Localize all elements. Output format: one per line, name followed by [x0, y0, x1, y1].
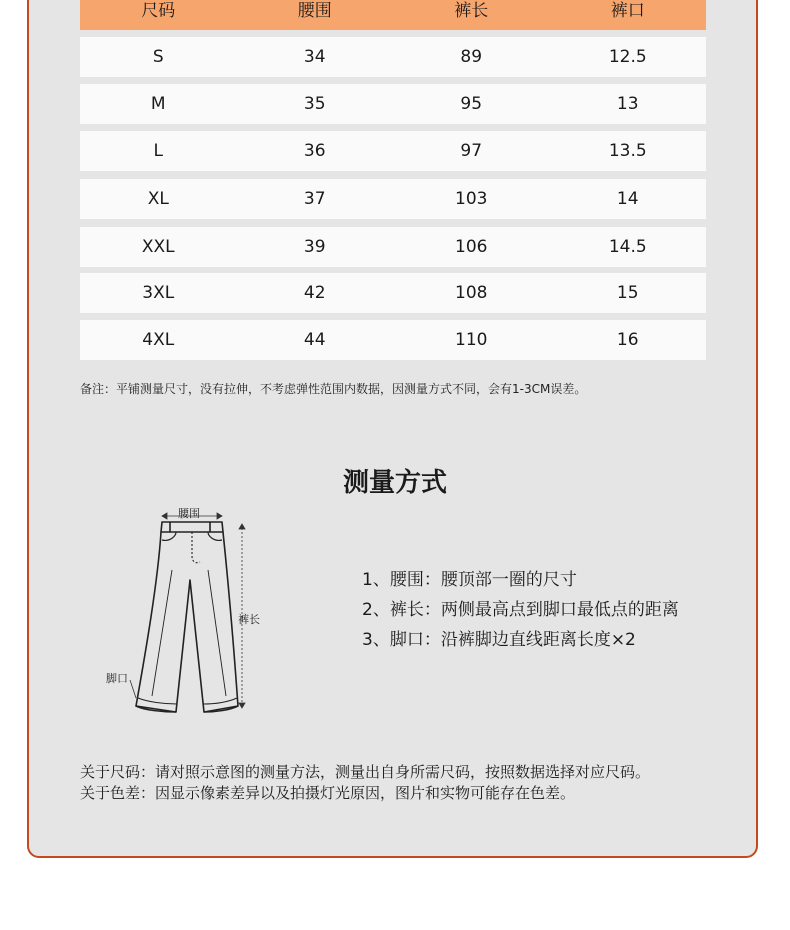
cell-size: 3XL — [142, 283, 175, 303]
cell-length: 97 — [460, 141, 483, 161]
table-row — [80, 37, 706, 77]
measurement-note: 备注：平铺测量尺寸，没有拉伸，不考虑弹性范围内数据，因测量方式不同，会有1-3CM误差。 — [80, 382, 587, 396]
cell-size: M — [150, 94, 166, 114]
cell-waist: 36 — [303, 141, 326, 161]
cell-length: 89 — [460, 47, 483, 67]
method-item-length: 2、裤长：两侧最高点到脚口最低点的距离 — [362, 600, 679, 620]
cell-waist: 39 — [303, 237, 326, 257]
cell-length: 95 — [460, 94, 483, 114]
method-list — [362, 568, 679, 658]
cell-hem: 13.5 — [608, 141, 647, 161]
cell-hem: 15 — [616, 283, 639, 303]
cell-waist: 42 — [303, 283, 326, 303]
method-title: 测量方式 — [342, 468, 447, 498]
table-row — [80, 131, 706, 171]
cell-size: S — [152, 47, 164, 67]
pants-icon — [100, 500, 280, 720]
cell-length: 106 — [455, 237, 488, 257]
cell-waist: 35 — [303, 94, 326, 114]
about-color: 关于色差：因显示像素差异以及拍摄灯光原因，图片和实物可能存在色差。 — [80, 784, 576, 802]
cell-size: XXL — [141, 237, 175, 257]
hem-label: 脚口 — [106, 672, 128, 685]
header-length: 裤长 — [454, 1, 489, 21]
method-item-waist: 1、腰围：腰顶部一圈的尺寸 — [362, 570, 577, 590]
about-section — [80, 762, 650, 804]
cell-hem: 13 — [616, 94, 639, 114]
cell-size: 4XL — [142, 330, 175, 350]
about-size: 关于尺码：请对照示意图的测量方法，测量出自身所需尺码，按照数据选择对应尺码。 — [80, 763, 651, 781]
table-row — [80, 273, 706, 313]
cell-waist: 34 — [303, 47, 326, 67]
table-row — [80, 84, 706, 124]
cell-size: XL — [147, 189, 169, 209]
cell-length: 108 — [455, 283, 488, 303]
cell-hem: 16 — [616, 330, 639, 350]
method-item-hem: 3、脚口：沿裤脚边直线距离长度×2 — [362, 630, 636, 650]
cell-hem: 14 — [616, 189, 639, 209]
cell-length: 103 — [455, 189, 488, 209]
cell-waist: 37 — [303, 189, 326, 209]
table-row — [80, 320, 706, 360]
table-header — [80, 0, 706, 30]
cell-waist: 44 — [303, 330, 326, 350]
table-row — [80, 227, 706, 267]
header-hem: 裤口 — [610, 1, 645, 21]
pants-diagram — [100, 500, 280, 720]
length-label: 裤长 — [238, 613, 260, 626]
cell-hem: 14.5 — [608, 237, 647, 257]
header-size: 尺码 — [141, 1, 176, 21]
cell-size: L — [153, 141, 163, 161]
table-row — [80, 179, 706, 219]
size-chart-card — [27, 0, 758, 858]
cell-hem: 12.5 — [608, 47, 647, 67]
cell-length: 110 — [455, 330, 488, 350]
header-waist: 腰围 — [297, 1, 332, 21]
waist-label: 腰围 — [178, 507, 200, 520]
